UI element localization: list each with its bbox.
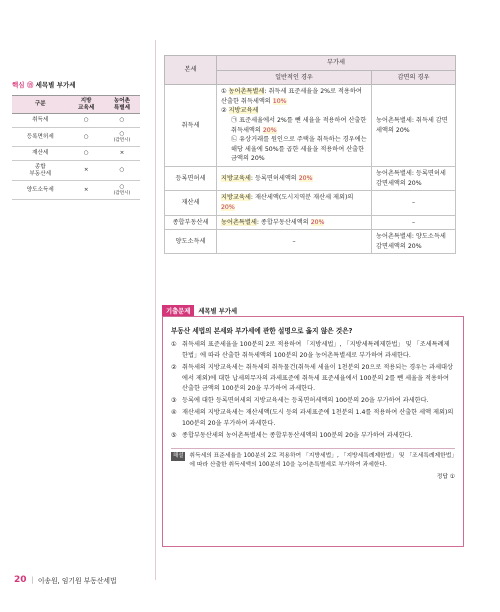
- comp-label: 농어촌특별세: [221, 218, 257, 226]
- acq-item-2: [221, 106, 367, 116]
- option-number: ⑤: [171, 431, 177, 439]
- prop-text: : 재산세액(도시지역분 재산세 제외)의: [250, 194, 354, 202]
- sidebar-row-edu: ×: [68, 181, 103, 200]
- row-property-general: [217, 191, 372, 215]
- exam-question-box: [162, 316, 464, 547]
- row-acquisition: [165, 85, 456, 167]
- sidebar-row-name: 재산세: [12, 147, 68, 161]
- sidebar-row-name: 등록면허세: [12, 128, 68, 147]
- page-number: 20: [14, 575, 27, 585]
- page-divider: [155, 40, 156, 580]
- option-number: ④: [171, 409, 177, 417]
- sidebar-row-edu: ○: [68, 128, 103, 147]
- option-text: 등록에 대한 등록면허세의 지방교육세는 등록면허세액의 100분의 20을 부가하여 과세한다.: [182, 397, 429, 405]
- solution-tag: 해설: [173, 452, 184, 459]
- row-registration-general: [217, 167, 372, 191]
- sidebar-row-edu: ×: [68, 160, 103, 180]
- row-property: [165, 191, 456, 215]
- answer-option: [171, 431, 455, 442]
- page-footer: [14, 575, 117, 585]
- acq-item-1-num: ①: [221, 88, 229, 96]
- row-property-name: 재산세: [165, 191, 217, 215]
- row-capital-gains-name: 양도소득세: [165, 230, 217, 254]
- row-comprehensive: [165, 215, 456, 230]
- exam-question-tag: [162, 305, 237, 316]
- exam-question-label: 기출문제: [162, 305, 194, 316]
- comp-pct: 20%: [310, 218, 325, 226]
- acq-item-1: [221, 87, 367, 106]
- sidebar-row-name: 양도소득세: [12, 181, 68, 200]
- footer-separator: |: [31, 576, 34, 584]
- answer-option: [171, 396, 455, 407]
- sidebar-row-rural-mark: ○: [119, 167, 125, 174]
- header-base-tax: 본세: [165, 56, 217, 85]
- sidebar-row-rural-mark: ○: [119, 117, 125, 124]
- solution-text: 취득세의 표준세율을 100분의 2로 적용하여 「지방세법」, 「지방세특례제한법」 및 「조세특례제한법」에 따라 산출한 취득세액의 100분의 10을 농어촌특별세로 부가하여 과세한다.: [189, 452, 455, 469]
- sidebar-row-rural-note: (감면시): [113, 191, 131, 197]
- sidebar-row-name: 종합 부동산세: [12, 160, 68, 180]
- sidebar-table: [12, 95, 140, 200]
- answer-option: [171, 363, 455, 396]
- prop-pct: 20%: [221, 203, 235, 211]
- row-registration-name: 등록면허세: [165, 167, 217, 191]
- row-capital-gains-general: –: [217, 230, 372, 254]
- row-comprehensive-exempt: –: [372, 215, 456, 230]
- sidebar-title-marker: 핵심 ⑮: [12, 81, 34, 89]
- exam-question-topic: 세목별 부가세: [198, 308, 238, 315]
- row-comprehensive-name: 종합부동산세: [165, 215, 217, 230]
- row-acquisition-name: 취득세: [165, 85, 217, 167]
- sidebar-row-rural-mark: ×: [119, 150, 125, 157]
- sidebar-title: [12, 80, 142, 89]
- row-registration-exempt: 농어촌특별세: 등록면허세 감면세액의 20%: [372, 167, 456, 191]
- surtax-table-wrap: [164, 55, 456, 254]
- reg-pct: 20%: [298, 174, 313, 182]
- row-acquisition-exempt: 농어촌특별세: 취득세 감면세액의 20%: [372, 85, 456, 167]
- sidebar-row: [12, 160, 140, 180]
- sidebar-row-rural-mark: ○: [119, 184, 125, 191]
- acq-item-2a-text: ㉠ 표준세율에서 2%를 뺀 세율을 적용하여 산출한 취득세액의: [231, 117, 367, 134]
- sidebar-row-rural: [104, 114, 140, 128]
- header-exempt: 감면의 경우: [372, 70, 456, 85]
- option-text: 재산세의 지방교육세는 재산세액(도시 등의 과세표준에 1천분의 1.4를 적용하여 산출한 세액 제외)의 100분의 20을 부가하여 과세한다.: [182, 409, 454, 427]
- acq-item-2b: ㉡ 유상거래를 원인으로 주택을 취득하는 경우에는 해당 세율에 50%를 곱한 세율을 적용하여 산출한 금액의 20%: [231, 136, 367, 163]
- sidebar-row: [12, 147, 140, 161]
- sidebar-row: [12, 128, 140, 147]
- surtax-table: [164, 55, 456, 254]
- sidebar-row: [12, 181, 140, 200]
- row-capital-gains-exempt: 농어촌특별세: 양도소득세 감면세액의 20%: [372, 230, 456, 254]
- header-surtax: 부가세: [217, 56, 456, 71]
- prop-label: 지방교육세: [221, 194, 251, 202]
- solution: [171, 448, 455, 472]
- question-text: 부동산 세법의 본세와 부가세에 관한 설명으로 옳지 않은 것은?: [171, 327, 353, 335]
- option-number: ③: [171, 397, 177, 405]
- comp-text: : 종합부동산세액의: [256, 218, 311, 226]
- sidebar-row: [12, 114, 140, 128]
- sidebar-row-edu: ○: [68, 114, 103, 128]
- sidebar-row-edu: ○: [68, 147, 103, 161]
- row-property-exempt: –: [372, 191, 456, 215]
- sidebar-row-name: 취득세: [12, 114, 68, 128]
- option-number: ②: [171, 363, 177, 371]
- answer-key: 정답 ①: [436, 474, 455, 481]
- answer-option: [171, 408, 455, 430]
- row-capital-gains: [165, 230, 456, 254]
- acq-item-2a: [221, 116, 367, 135]
- option-text: 취득세의 표준세율을 100분의 2로 적용하여 「지방세법」, 「지방세특례제한법」 및 「조세특례제한법」에 따라 산출한 취득세액의 100분의 20을 농어촌특별세로 부가하여 과세한다.: [182, 341, 450, 359]
- sidebar-header-type: 구분: [12, 96, 68, 114]
- sidebar-row-rural: [104, 128, 140, 147]
- option-number: ①: [171, 341, 177, 348]
- row-acquisition-general: [217, 85, 372, 167]
- option-text: 종합부동산세의 농어촌특별세는 종합부동산세액의 100분의 20을 부가하여 과세한다.: [182, 431, 413, 439]
- sidebar-row-rural-note: (감면시): [113, 137, 131, 143]
- answer-option: [171, 340, 455, 362]
- sidebar-title-text: 세목별 부가세: [35, 81, 76, 89]
- sidebar-summary: [12, 80, 142, 200]
- sidebar-row-rural: [104, 181, 140, 200]
- sidebar-header-rural: 농어촌 특별세: [104, 96, 140, 114]
- header-general: 일반적인 경우: [217, 70, 372, 85]
- sidebar-row-rural: [104, 147, 140, 161]
- row-comprehensive-general: [217, 215, 372, 230]
- acq-item-2-label: 지방교육세: [228, 107, 259, 115]
- row-registration: [165, 167, 456, 191]
- acq-item-1-text: : 취득세 표준세율을 2%로 적용하여 산출한 취득세액의: [221, 88, 362, 105]
- acq-item-1-label: 농어촌특별세: [228, 88, 265, 96]
- footer-authors: 이송원, 임기원 부동산세법: [37, 577, 117, 585]
- acq-item-2-num: ②: [221, 107, 229, 115]
- option-text: 취득세의 지방교육세는 취득세의 취득물건(취득세 세율이 1천분의 20으로 적용되는 경우는 과세대상에서 제외)에 대한 납세의무자의 과세표준에 취득세 표준세율에서 100분의 2를 뺀 세율을 적용하여 산출한 금액의 100분의 20을 부가하여 과세한다.: [182, 363, 454, 393]
- reg-label: 지방교육세: [221, 174, 251, 182]
- reg-text: : 등록면허세액의: [250, 174, 299, 182]
- sidebar-row-rural-mark: ○: [119, 131, 125, 138]
- acq-item-2a-pct: 20%: [262, 126, 277, 134]
- acq-item-1-pct: 10%: [272, 97, 287, 105]
- sidebar-row-rural: [104, 160, 140, 180]
- sidebar-header-edu: 지방 교육세: [68, 96, 103, 114]
